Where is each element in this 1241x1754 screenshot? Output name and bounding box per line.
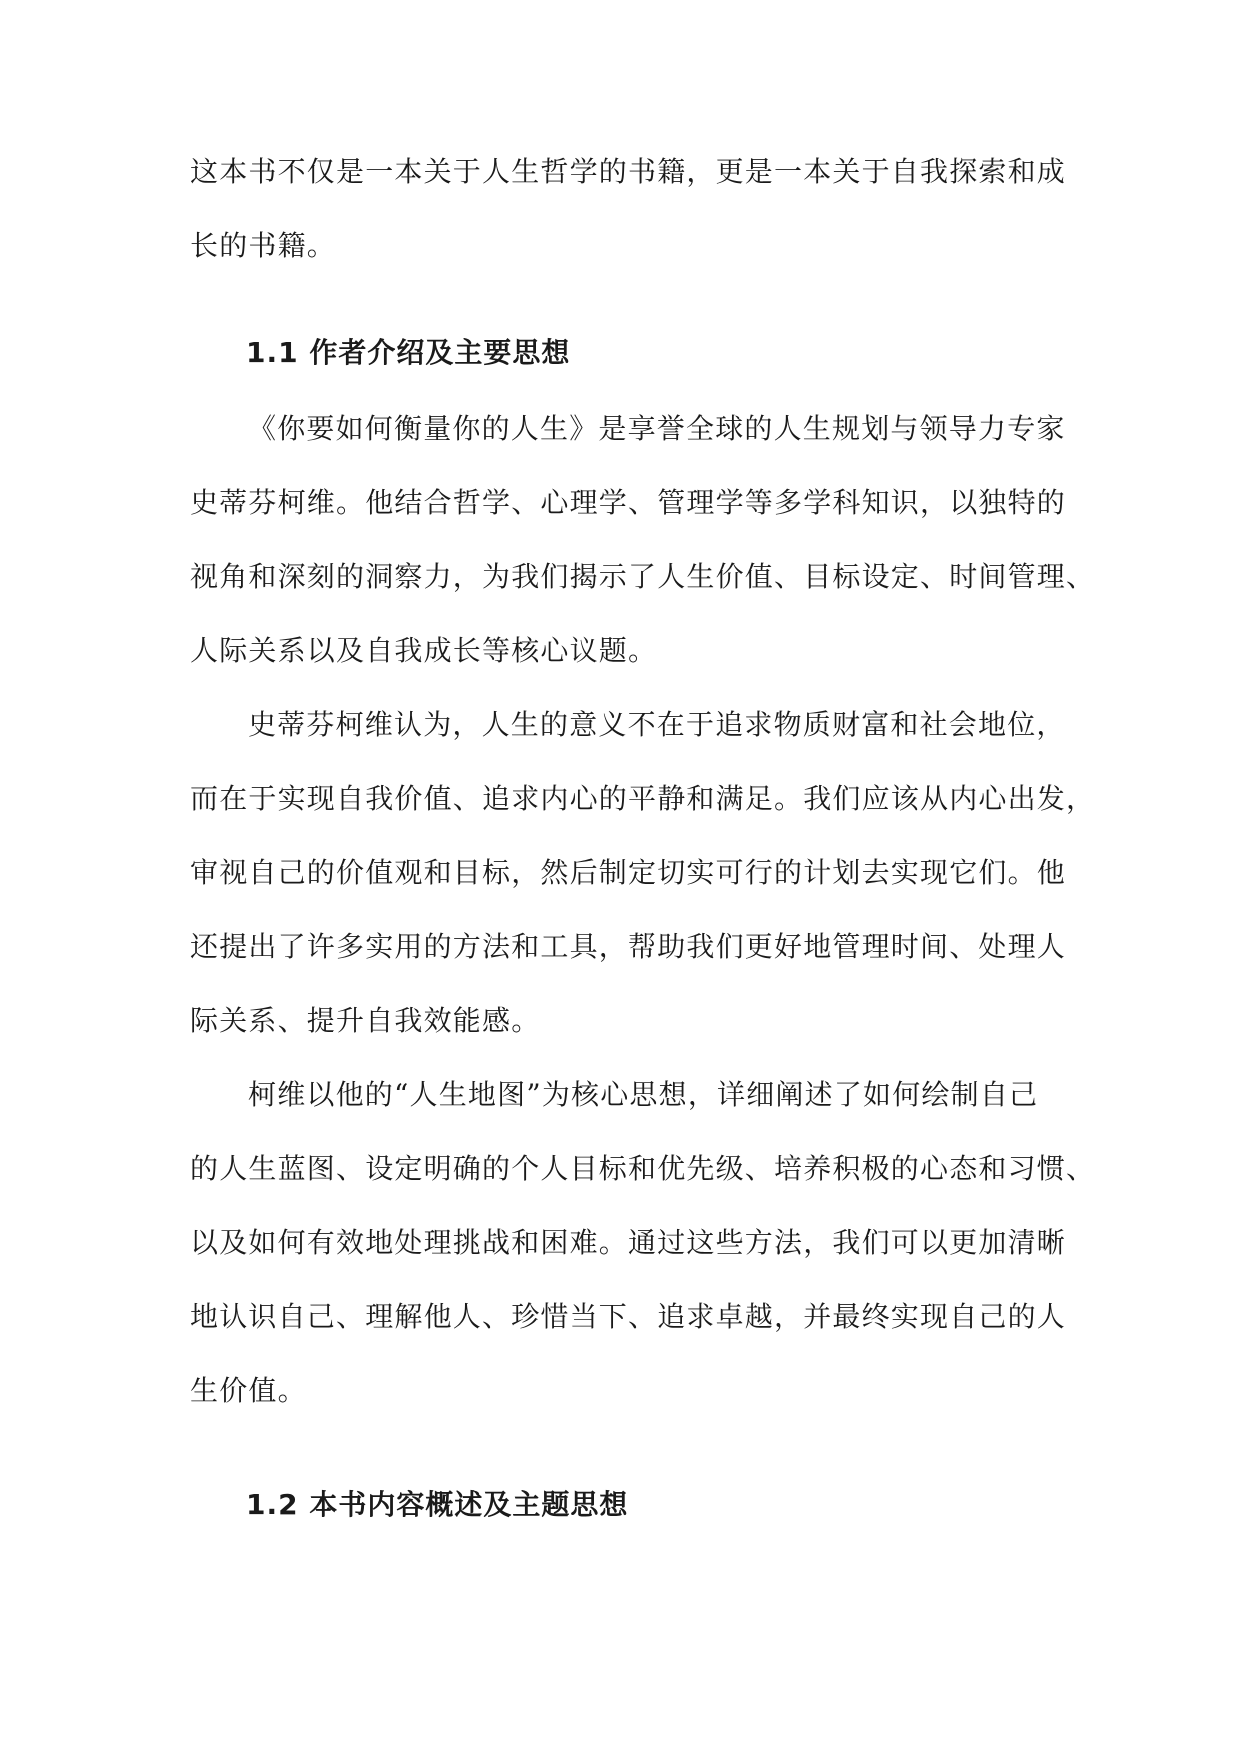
p3-line-5: 生价值。: [190, 1374, 307, 1407]
p3-line-2: 的人生蓝图、设定明确的个人目标和优先级、培养积极的心态和习惯、: [190, 1152, 1096, 1185]
section-heading-1-2: 1.2 本书内容概述及主题思想: [246, 1488, 629, 1521]
p3-line-3: 以及如何有效地处理挑战和困难。通过这些方法，我们可以更加清晰: [190, 1226, 1067, 1259]
p3-line-1: 柯维以他的“人生地图”为核心思想，详细阐述了如何绘制自己: [248, 1078, 1039, 1111]
p1-line-2: 史蒂芬柯维。他结合哲学、心理学、管理学等多学科知识，以独特的: [190, 486, 1067, 519]
p2-line-2: 而在于实现自我价值、追求内心的平静和满足。我们应该从内心出发，: [190, 782, 1096, 815]
p1-line-3: 视角和深刻的洞察力，为我们揭示了人生价值、目标设定、时间管理、: [190, 560, 1096, 593]
intro-line-2: 长的书籍。: [190, 229, 337, 262]
p2-line-5: 际关系、提升自我效能感。: [190, 1004, 541, 1037]
p1-line-4: 人际关系以及自我成长等核心议题。: [190, 634, 658, 667]
p2-line-3: 审视自己的价值观和目标，然后制定切实可行的计划去实现它们。他: [190, 856, 1067, 889]
section-heading-1-1: 1.1 作者介绍及主要思想: [246, 336, 571, 369]
p1-line-1: 《你要如何衡量你的人生》是享誉全球的人生规划与领导力专家: [248, 412, 1066, 445]
p2-line-4: 还提出了许多实用的方法和工具，帮助我们更好地管理时间、处理人: [190, 930, 1067, 963]
p3-line-4: 地认识自己、理解他人、珍惜当下、追求卓越，并最终实现自己的人: [190, 1300, 1067, 1333]
p2-line-1: 史蒂芬柯维认为，人生的意义不在于追求物质财富和社会地位，: [248, 708, 1066, 741]
intro-line-1: 这本书不仅是一本关于人生哲学的书籍，更是一本关于自我探索和成: [190, 155, 1067, 188]
